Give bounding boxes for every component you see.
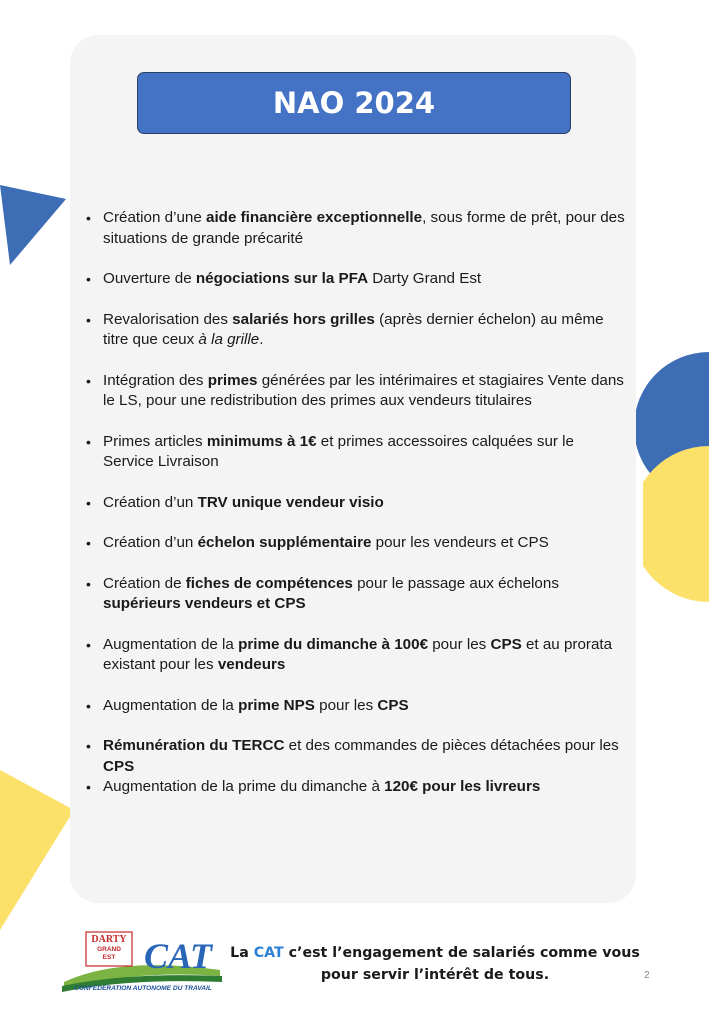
list-item-text: et au prorata existant pour les: [103, 635, 613, 673]
list-item-text: pour les vendeurs et CPS: [371, 534, 549, 551]
list-item-text: (après dernier échelon) au même titre que ceux: [103, 310, 604, 348]
list-item-text: échelon supplémentaire: [197, 534, 372, 551]
list-item-text: Revalorisation des: [103, 310, 233, 328]
list-item-text: .: [259, 331, 264, 348]
list-item-text: vendeurs: [217, 656, 286, 673]
blue-triangle-left: [0, 185, 70, 267]
list-item-text: et primes accessoires calquées sur le Service Livraison: [103, 432, 575, 470]
list-item-text: négociations sur la PFA: [195, 270, 369, 287]
list-item: [83, 493, 628, 514]
list-item-text: primes: [207, 371, 258, 389]
list-item-text: salariés hors grilles: [232, 310, 375, 328]
list-item-text: pour les: [314, 696, 378, 714]
list-item-text: , sous forme de prêt, pour des situations de grande précarité: [103, 209, 625, 247]
list-item: [83, 574, 628, 615]
footer-cat: CAT: [253, 945, 284, 961]
page-number: 2: [644, 970, 650, 981]
list-item: [83, 533, 628, 554]
list-item: [83, 269, 628, 290]
list-item-text: pour les: [428, 635, 491, 653]
list-item-text: fiches de compétences: [185, 574, 353, 592]
yellow-half-circle-right: [643, 446, 709, 602]
list-item-text: TRV unique vendeur visio: [197, 493, 384, 511]
list-item-text: prime NPS: [238, 696, 315, 714]
list-item: [83, 371, 628, 412]
list-item-text: Création d’un: [103, 493, 198, 511]
list-item: [83, 696, 628, 717]
list-item-text: Darty Grand Est: [368, 270, 482, 287]
logo-tagline: CONFEDERATION AUTONOME DU TRAVAIL: [74, 985, 212, 992]
list-item-text: Augmentation de la prime du dimanche à: [103, 778, 385, 795]
logo-darty: DARTY: [91, 934, 127, 945]
list-item: [83, 432, 628, 473]
list-item-text: générées par les intérimaires et stagiaires Vente dans le LS, pour une redistribution des primes aux vendeurs titulaires: [103, 371, 624, 409]
logo-est: EST: [102, 954, 116, 961]
list-item: [83, 736, 628, 777]
list-item-text: 120€ pour les livreurs: [384, 778, 541, 795]
list-item-text: aide financière exceptionnelle: [206, 209, 423, 226]
list-item-text: supérieurs vendeurs et CPS: [103, 595, 306, 612]
list-item-text: Augmentation de la: [103, 696, 239, 714]
list-item-text: prime du dimanche à 100€: [238, 635, 429, 653]
measures-list: [83, 208, 628, 818]
page-title: NAO 2024: [137, 72, 571, 134]
list-item-text: Intégration des: [103, 371, 208, 389]
footer-line-2: pour servir l’intérêt de tous.: [320, 967, 550, 983]
footer-line-1: La CAT c’est l’engagement de salariés comme vous: [230, 945, 640, 961]
list-item: [83, 208, 628, 249]
list-item-text: et des commandes de pièces détachées pour les: [284, 737, 619, 754]
list-item-text: Création d’un: [103, 534, 198, 551]
list-item: [83, 777, 628, 798]
list-item-text: Primes articles: [103, 432, 207, 450]
list-item-text: pour le passage aux échelons: [352, 574, 559, 592]
list-item-text: CPS: [490, 635, 522, 653]
list-item-text: Augmentation de la: [103, 635, 239, 653]
logo-cat: CAT: [143, 936, 213, 976]
list-item-text: Ouverture de: [103, 270, 196, 287]
list-item-text: Création d’une: [103, 209, 207, 226]
footer-slogan: [225, 942, 645, 986]
logo-grand: GRAND: [97, 946, 121, 953]
yellow-triangle-left: [0, 770, 78, 932]
list-item-text: minimums à 1€: [206, 432, 317, 450]
list-item-text: Rémunération du TERCC: [103, 737, 285, 754]
list-item-text: Création de: [103, 574, 186, 592]
list-item-text: CPS: [103, 757, 135, 775]
list-item-text: CPS: [377, 696, 409, 714]
list-item-text: à la grille: [198, 331, 260, 348]
list-item: [83, 310, 628, 351]
darty-cat-logo: [60, 926, 226, 994]
list-item: [83, 635, 628, 676]
